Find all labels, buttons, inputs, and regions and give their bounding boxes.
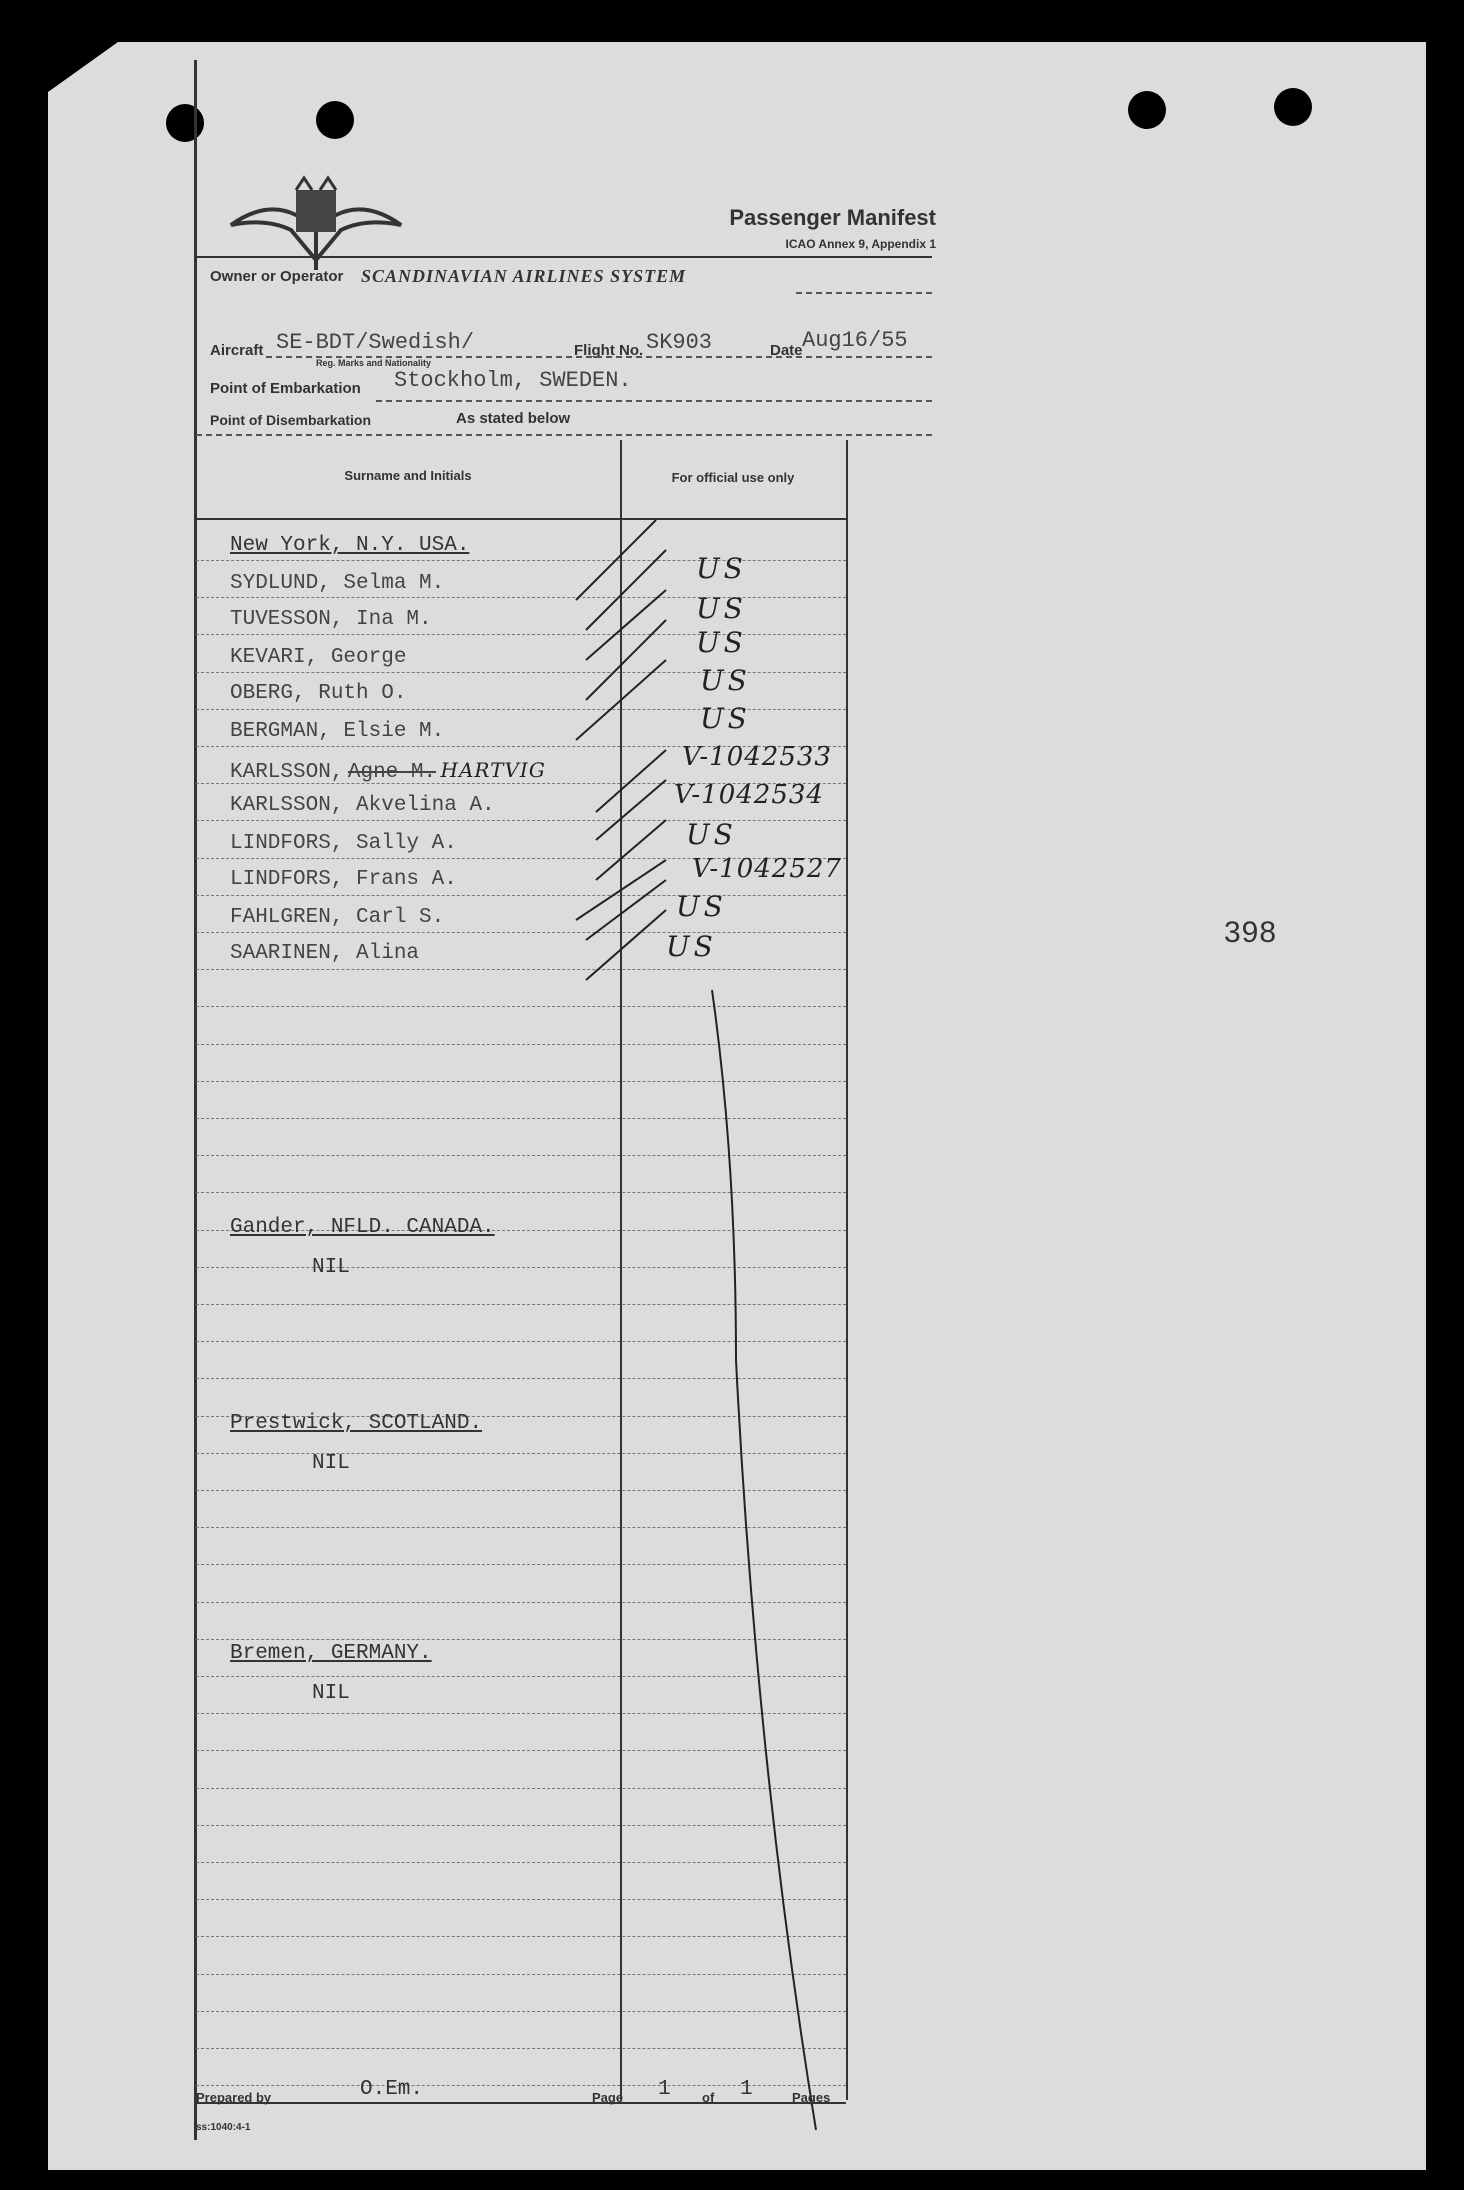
official-mark: US xyxy=(700,664,751,697)
official-mark: US xyxy=(696,592,747,625)
section-heading: Bremen, GERMANY. xyxy=(230,1642,432,1665)
official-mark: V-1042527 xyxy=(692,854,842,884)
side-page-number: 398 xyxy=(1224,916,1278,949)
aircraft-caption: Reg. Marks and Nationality xyxy=(316,358,432,368)
flight-value: SK903 xyxy=(646,330,713,355)
manifest-subtitle: ICAO Annex 9, Appendix 1 xyxy=(785,237,936,251)
owner-label: Owner or Operator xyxy=(210,268,344,285)
punch-hole xyxy=(1274,88,1312,126)
passenger-name: SYDLUND, Selma M. xyxy=(230,572,445,595)
punch-hole xyxy=(1128,91,1166,129)
of-value: 1 xyxy=(740,2078,753,2101)
passenger-name: KEVARI, George xyxy=(230,646,407,669)
section-heading: New York, N.Y. USA. xyxy=(230,534,470,557)
official-mark: US xyxy=(676,890,727,923)
section-nil: NIL xyxy=(312,1452,350,1475)
aircraft-value: SE-BDT/Swedish/ xyxy=(276,330,475,355)
passenger-name: BERGMAN, Elsie M. xyxy=(230,720,445,743)
check-marks xyxy=(196,60,936,2140)
section-nil: NIL xyxy=(312,1682,350,1705)
passenger-name: OBERG, Ruth O. xyxy=(230,682,407,705)
flight-label: Flight No. xyxy=(574,342,644,359)
official-mark: V-1042534 xyxy=(674,780,824,810)
embarkation-value: Stockholm, SWEDEN. xyxy=(394,368,632,393)
official-mark: US xyxy=(696,626,747,659)
passenger-name: LINDFORS, Frans A. xyxy=(230,868,457,891)
passenger-name: FAHLGREN, Carl S. xyxy=(230,906,445,929)
page-label: Page xyxy=(592,2090,624,2105)
col-header-official: For official use only xyxy=(671,470,795,485)
official-mark: US xyxy=(696,552,747,585)
prepared-label: Prepared by xyxy=(196,2090,272,2105)
of-label: of xyxy=(702,2090,715,2105)
section-nil: NIL xyxy=(312,1256,350,1279)
official-mark: US xyxy=(666,930,717,963)
date-label: Date xyxy=(770,342,803,359)
section-heading: Prestwick, SCOTLAND. xyxy=(230,1412,483,1435)
pages-label: Pages xyxy=(792,2090,831,2105)
form-code: ss:1040:4-1 xyxy=(196,2122,251,2133)
prepared-value: O.Em. xyxy=(360,2078,424,2101)
passenger-name: KARLSSON, xyxy=(230,761,344,784)
handwritten-name: HARTVIG xyxy=(440,758,546,782)
page-value: 1 xyxy=(658,2078,671,2101)
official-mark: V-1042533 xyxy=(682,742,832,772)
aircraft-label: Aircraft xyxy=(210,342,264,359)
passenger-name: LINDFORS, Sally A. xyxy=(230,832,457,855)
passenger-name: TUVESSON, Ina M. xyxy=(230,608,432,631)
disembarkation-value: As stated below xyxy=(456,410,571,427)
official-mark: US xyxy=(686,818,737,851)
owner-value: SCANDINAVIAN AIRLINES SYSTEM xyxy=(361,266,687,286)
col-header-names: Surname and Initials xyxy=(344,468,472,483)
embarkation-label: Point of Embarkation xyxy=(210,380,361,397)
manifest-title: Passenger Manifest xyxy=(729,205,936,230)
section-heading: Gander, NFLD. CANADA. xyxy=(230,1216,495,1239)
struck-initials: Agne M. xyxy=(347,761,437,784)
manifest-form xyxy=(196,60,936,2140)
footer-rule xyxy=(196,2102,846,2104)
passenger-name: KARLSSON, Akvelina A. xyxy=(230,794,495,817)
date-value: Aug16/55 xyxy=(802,328,908,353)
official-mark: US xyxy=(700,702,751,735)
disembarkation-label: Point of Disembarkation xyxy=(210,412,372,428)
passenger-name: SAARINEN, Alina xyxy=(230,942,420,965)
